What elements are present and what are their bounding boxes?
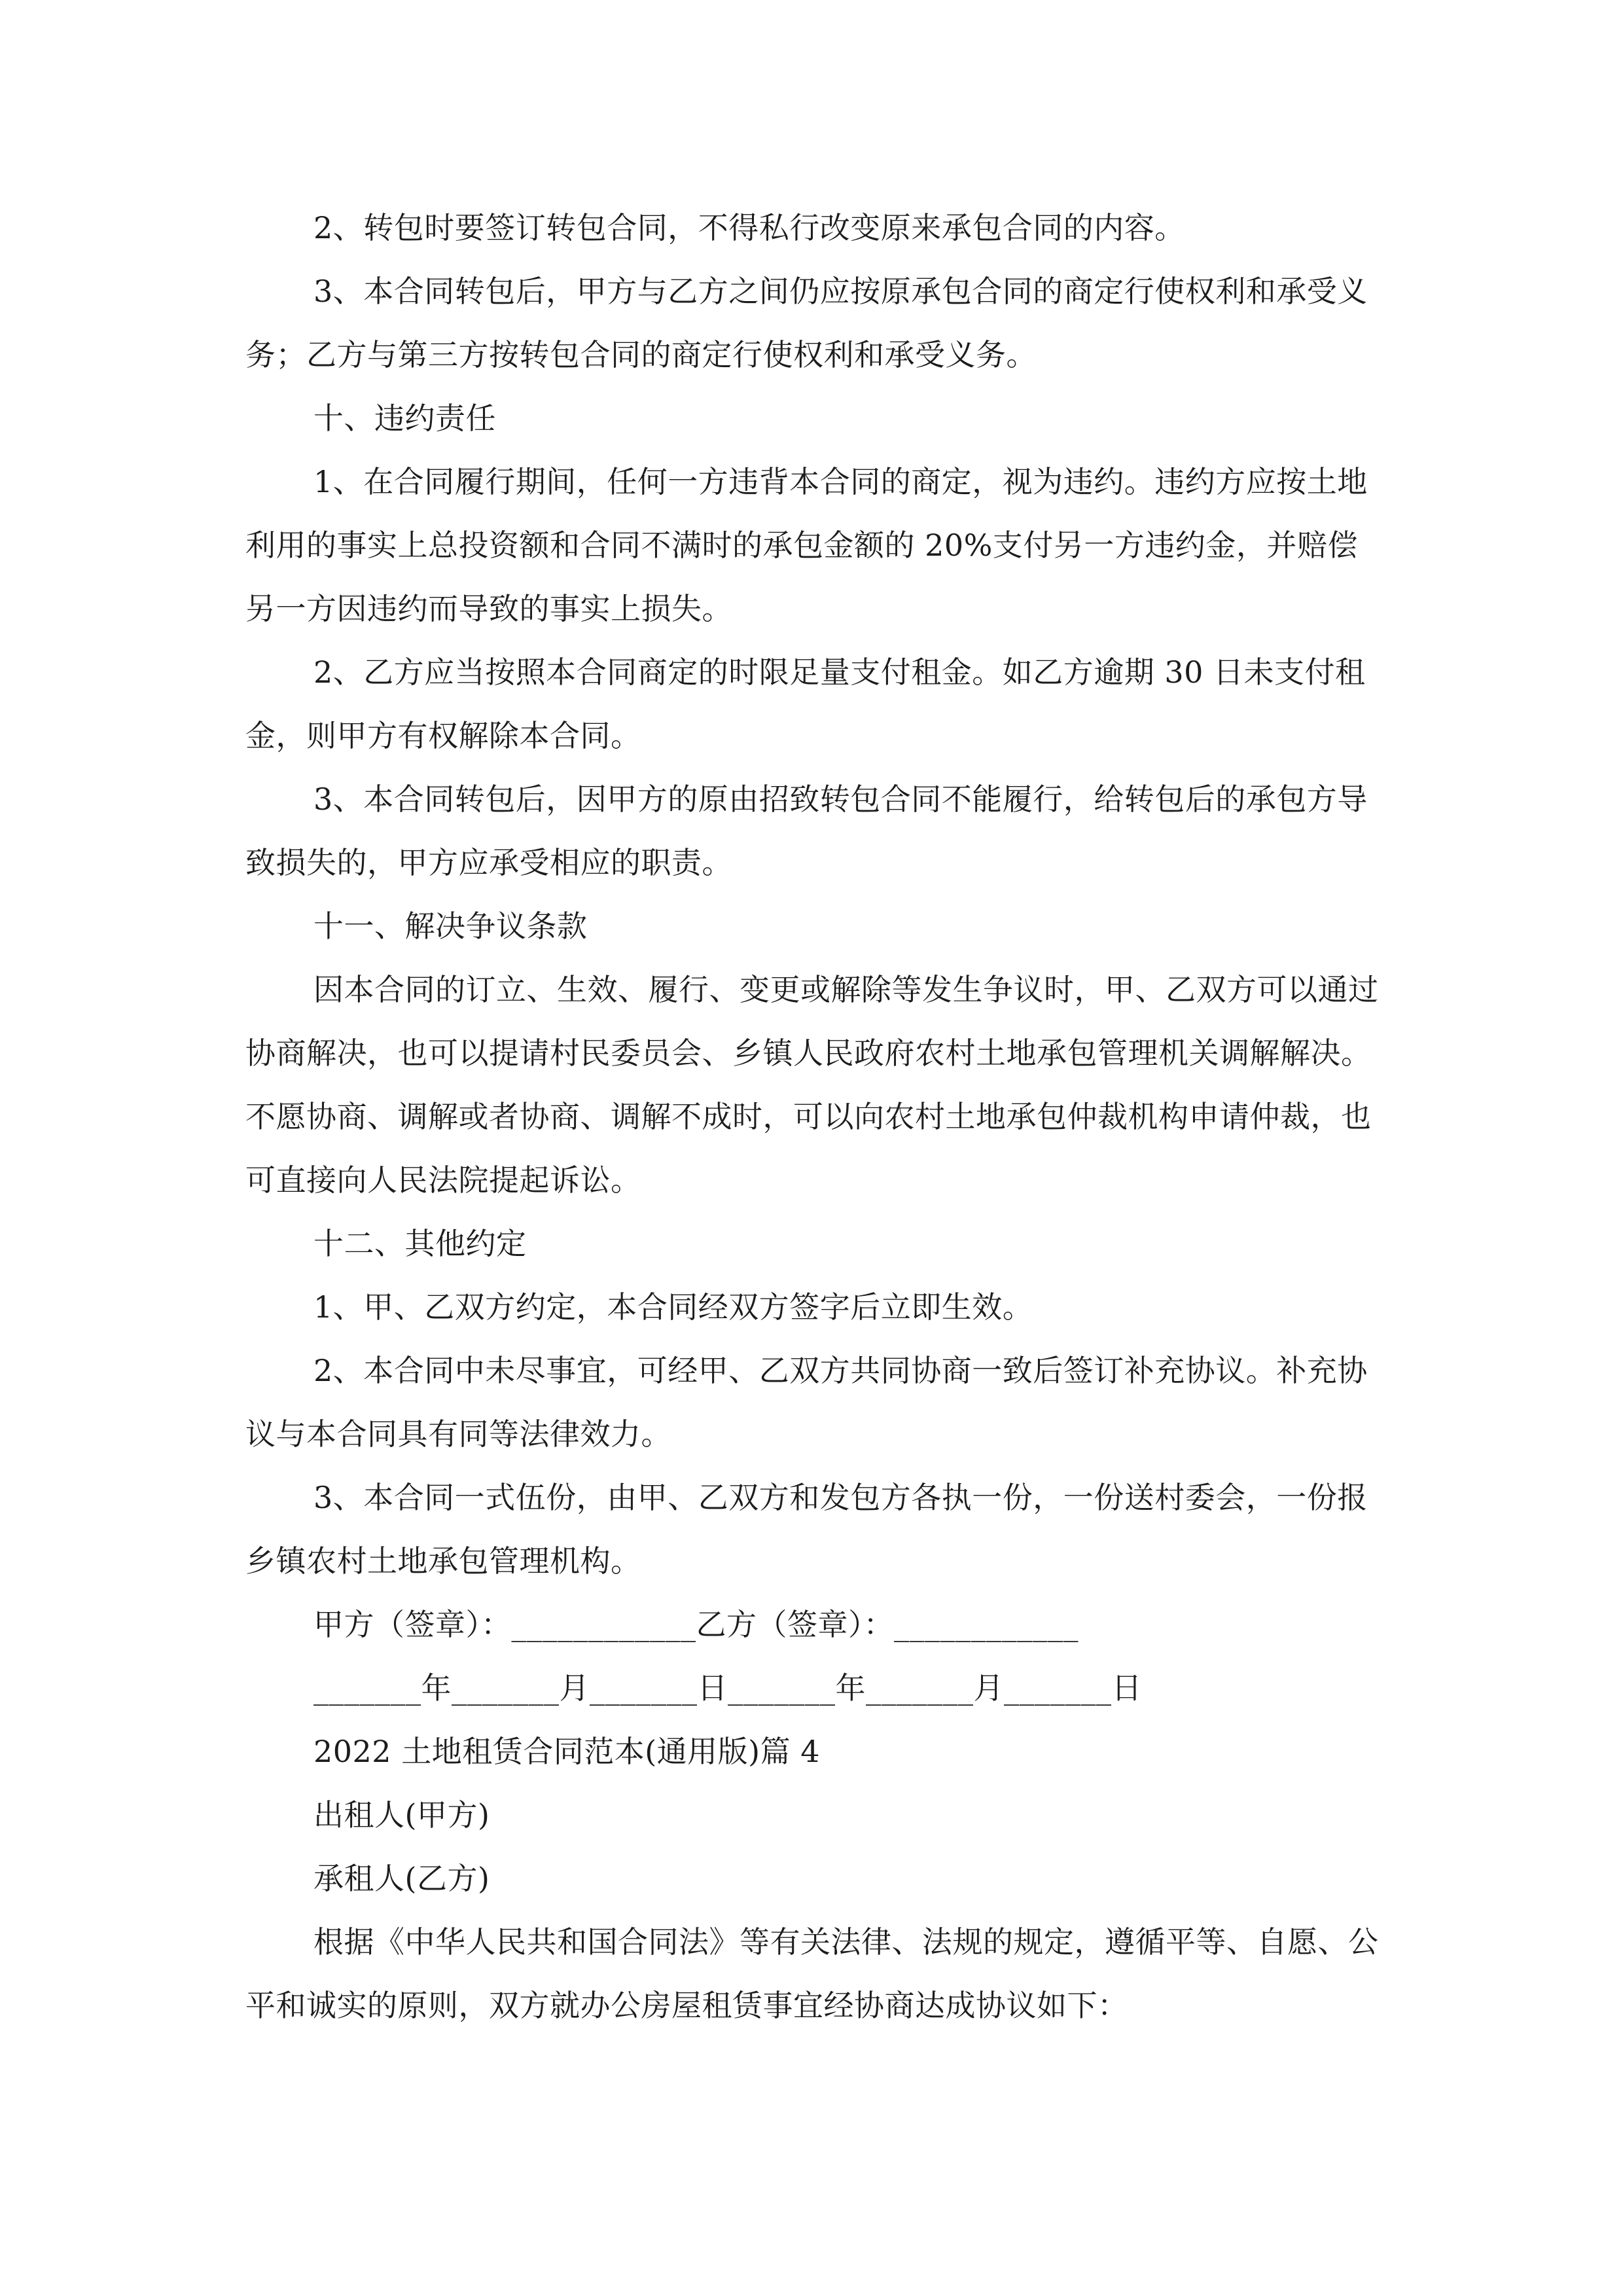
section-heading-10: 十、违约责任 bbox=[313, 401, 496, 436]
clause-12-1: 1、甲、乙双方约定，本合同经双方签字后立即生效。 bbox=[313, 1289, 1033, 1325]
clause-11-body: 因本合同的订立、生效、履行、变更或解除等发生争议时，甲、乙双方可以通过协商解决，也可以提请村民委员会、乡镇人民政府农村土地承包管理机关调解解决。不愿协商、调解或者协商、调解不成时，可以向农村土地承包仲裁机构申请仲裁，也可直接向人民法院提起诉讼。 bbox=[245, 972, 1379, 1198]
clause-10-1: 1、在合同履行期间，任何一方违背本合同的商定，视为违约。违约方应按土地利用的事实上总投资额和合同不满时的承包金额的 20%支付另一方违约金，并赔偿另一方因违约而导致的事实上损失。 bbox=[245, 464, 1368, 626]
document-body bbox=[245, 196, 1384, 2037]
clause-10-2: 2、乙方应当按照本合同商定的时限足量支付租金。如乙方逾期 30 日未支付租金，则甲方有权解除本合同。 bbox=[245, 655, 1366, 753]
clause-9-2: 2、转包时要签订转包合同，不得私行改变原来承包合同的内容。 bbox=[313, 210, 1185, 245]
clause-12-3: 3、本合同一式伍份，由甲、乙双方和发包方各执一份，一份送村委会，一份报乡镇农村土地承包管理机构。 bbox=[245, 1480, 1368, 1579]
contract-4-title: 2022 土地租赁合同范本(通用版)篇 4 bbox=[313, 1734, 820, 1769]
clause-12-2: 2、本合同中未尽事宜，可经甲、乙双方共同协商一致后签订补充协议。补充协议与本合同具有同等法律效力。 bbox=[245, 1353, 1368, 1452]
date-line: _______年_______月_______日_______年_______月_______日 bbox=[313, 1670, 1142, 1706]
contract-4-preamble: 根据《中华人民共和国合同法》等有关法律、法规的规定，遵循平等、自愿、公平和诚实的原则，双方就办公房屋租赁事宜经协商达成协议如下： bbox=[245, 1924, 1379, 2023]
section-heading-11: 十一、解决争议条款 bbox=[313, 908, 588, 944]
section-heading-12: 十二、其他约定 bbox=[313, 1226, 527, 1261]
clause-9-3: 3、本合同转包后，甲方与乙方之间仍应按原承包合同的商定行使权利和承受义务；乙方与第三方按转包合同的商定行使权利和承受义务。 bbox=[245, 274, 1368, 372]
lessor-label: 出租人(甲方) bbox=[313, 1797, 490, 1833]
clause-10-3: 3、本合同转包后，因甲方的原由招致转包合同不能履行，给转包后的承包方导致损失的，甲方应承受相应的职责。 bbox=[245, 781, 1368, 880]
lessee-label: 承租人(乙方) bbox=[313, 1861, 490, 1896]
signature-line: 甲方（签章）：____________乙方（签章）：____________ bbox=[313, 1607, 1079, 1642]
